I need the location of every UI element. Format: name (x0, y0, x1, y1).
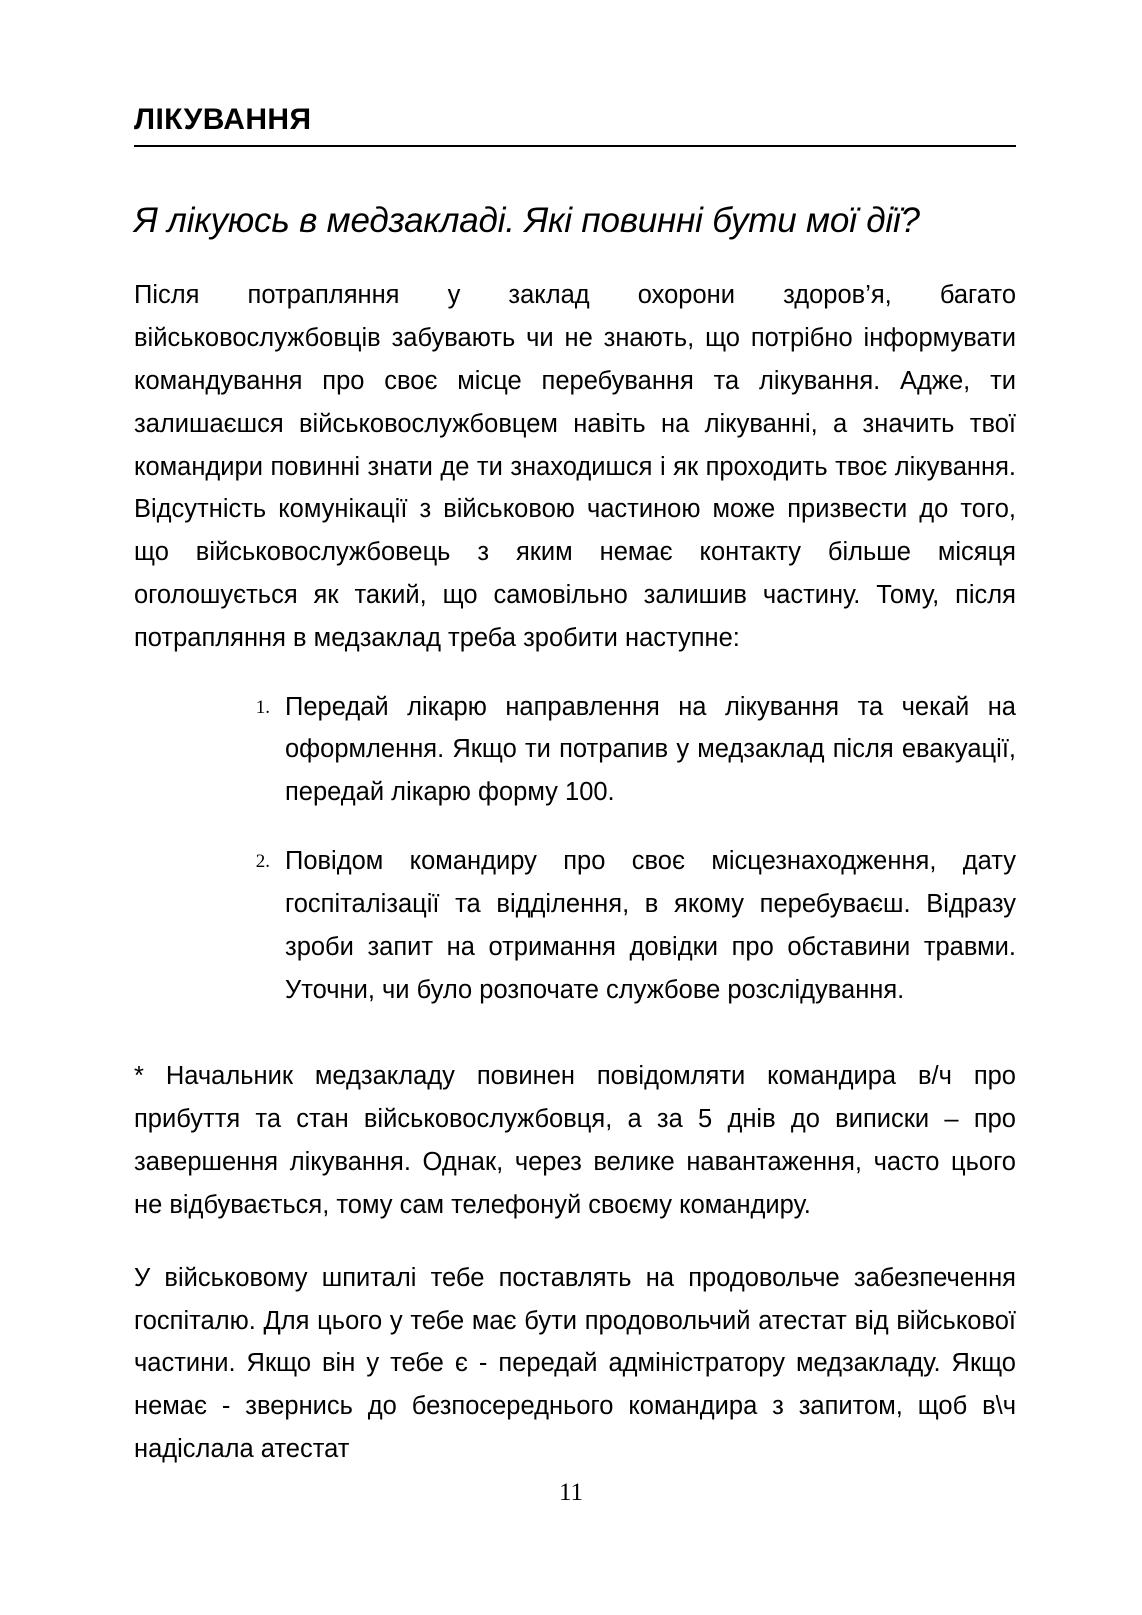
section-question-heading: Я лікуюсь в медзакладі. Які повинні бути мої дії? (134, 201, 920, 241)
note-paragraph: * Начальник медзакладу повинен повідомляти командира в/ч про прибуття та стан військовослужбовця, а за 5 днів до виписки – про завершення лікування. Однак, через велике навантаження, часто цього не відбувається, тому сам телефонуй своєму командиру. (134, 1062, 1016, 1219)
page-title: ЛІКУВАННЯ (134, 103, 312, 136)
header-divider (134, 145, 1016, 147)
page-number: 11 (558, 1479, 584, 1506)
final-paragraph: У військовому шпиталі тебе поставлять на продовольче забезпечення госпіталю. Для цього у тебе має бути продовольчий атестат від військової частини. Якщо він у тебе є - передай адміністратору медзакладу. Якщо немає - звернись до безпосереднього командира з запитом, щоб в\ч надіслала атестат (134, 1263, 1016, 1464)
list-item (236, 686, 1016, 814)
step-number: 2. (255, 851, 270, 873)
intro-paragraph: Після потрапляння у заклад охорони здоров’я, багато військовослужбовців забувають чи не знають, що потрібно інформувати командування про своє місце перебування та лікування. Адже, ти залишаєшся військовослужбовцем навіть на лікуванні, а значить твої командири повинні знати де ти знаходишся і як проходить твоє лікування. Відсутність комунікації з військовою частиною може призвести до того, що військовослужбовець з яким немає контакту більше місяця оголошується як такий, що самовільно залишив частину. Тому, після потрапляння в медзаклад треба зробити наступне: (134, 281, 1016, 652)
steps-list (134, 660, 1016, 1012)
step-text: Передай лікарю направлення на лікування та чекай на оформлення. Якщо ти потрапив у медзаклад після евакуації, передай лікарю форму 100. (285, 692, 1016, 807)
list-item (236, 840, 1016, 1011)
step-text: Повідом командиру про своє місцезнаходження, дату госпіталізації та відділення, в якому перебуваєш. Відразу зроби запит на отримання довідки про обставини травми. Уточни, чи було розпочате службове розслідування. (285, 847, 1016, 1004)
page-content (134, 0, 1016, 1471)
step-number: 1. (255, 696, 270, 718)
running-header (134, 0, 1016, 147)
